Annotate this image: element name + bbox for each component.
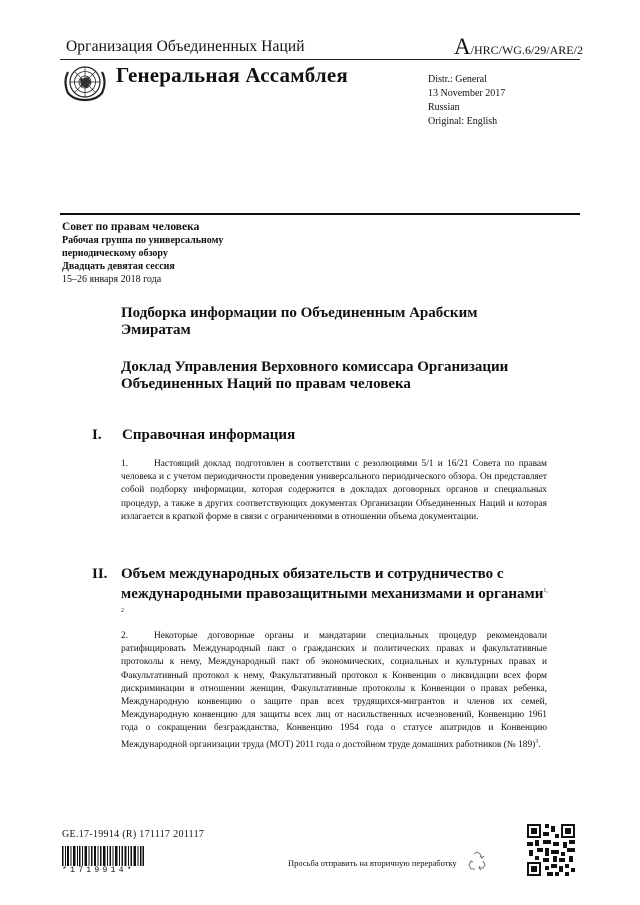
paragraph-number: 1. (121, 459, 129, 469)
paragraph-number: 2. (121, 631, 129, 641)
working-group-line1: Рабочая группа по универсальному (62, 235, 224, 246)
header-rule (60, 59, 580, 60)
footnote-ref[interactable]: 3 (535, 738, 539, 745)
language-line: Russian (428, 102, 460, 113)
council-name: Совет по правам человека (62, 221, 200, 233)
section-title: Объем международных обязательств и сотрудничество с международными правозащитными механизмами и органами (121, 566, 544, 602)
organization-name: Организация Объединенных Наций (66, 38, 305, 55)
general-assembly-title: Генеральная Ассамблея (116, 63, 348, 87)
working-group-line2: периодическому обзору (62, 248, 168, 259)
document-number: GE.17-19914 (R) 171117 201117 (62, 829, 205, 840)
section-heading-2 (92, 566, 552, 623)
paragraph-end: . (538, 739, 541, 750)
paragraph-2 (121, 630, 547, 752)
original-language-line: Original: English (428, 116, 498, 127)
section-number: II. (92, 566, 108, 582)
paragraph-1 (121, 458, 547, 524)
un-emblem-icon (62, 62, 108, 102)
paragraph-text: Настоящий доклад подготовлен в соответствии с резолюциями 5/1 и 16/21 Совета по правам человека и с учетом периодичности проведения универсального периодического обзора. Он представляет собой подборку информации, которая содержится в докладах договорных органов и специальных процедур, а также в других соответствующих документах Организации Объединенных Наций и которая излагается в краткой форме в связи с ограничениями в отношении объема документации. (121, 459, 547, 522)
footnote-ref[interactable]: 1, 2 (121, 588, 548, 614)
date-line: 13 November 2017 (428, 88, 506, 99)
document-subtitle: Доклад Управления Верховного комиссара Организации Объединенных Наций по правам человека (121, 359, 509, 392)
section-rule (60, 213, 580, 215)
qr-code-icon (527, 824, 575, 876)
section-title: Справочная информация (122, 427, 296, 443)
barcode-icon (62, 846, 144, 866)
paragraph-text: Некоторые договорные органы и мандатарии специальных процедур рекомендовали ратифицировать Международный пакт о гражданских и политических правах и факультативные протоколы к нему, Международный пакт об экономических, социальных и культурных правах и Факультативный протокол к нему, Факультативный протокол к Конвенции о ликвидации всех форм дискриминации в отношении женщин, Факультативные протоколы к Конвенции о правах ребенка, Международную конвенцию о защите прав всех трудящихся-мигрантов и членов их семей, Международную конвенцию для защиты всех лиц от насильственных исчезновений, Конвенцию 1961 года о сокращении безгражданства, Конвенцию 1954 года о статусе апатридов и Конвенцию Международной организации труда (МОТ) 2011 года о достойном труде домашних работников (№ 189) (121, 631, 547, 750)
symbol-rest: /HRC/WG.6/29/ARE/2 (470, 43, 583, 57)
council-block (62, 221, 223, 286)
document-symbol (454, 34, 583, 60)
distribution-line: Distr.: General (428, 74, 487, 85)
symbol-prefix: A (454, 34, 471, 59)
session-dates: 15–26 января 2018 года (62, 274, 162, 285)
session: Двадцать девятая сессия (62, 261, 175, 272)
recycle-icon (466, 850, 488, 872)
section-number: I. (92, 427, 102, 443)
recycle-notice: Просьба отправить на вторичную переработку (288, 858, 457, 868)
section-heading-1 (92, 427, 295, 444)
distribution-block (428, 73, 505, 129)
barcode-number: *1719914* (62, 866, 135, 875)
document-title: Подборка информации по Объединенным Арабским Эмиратам (121, 305, 478, 338)
